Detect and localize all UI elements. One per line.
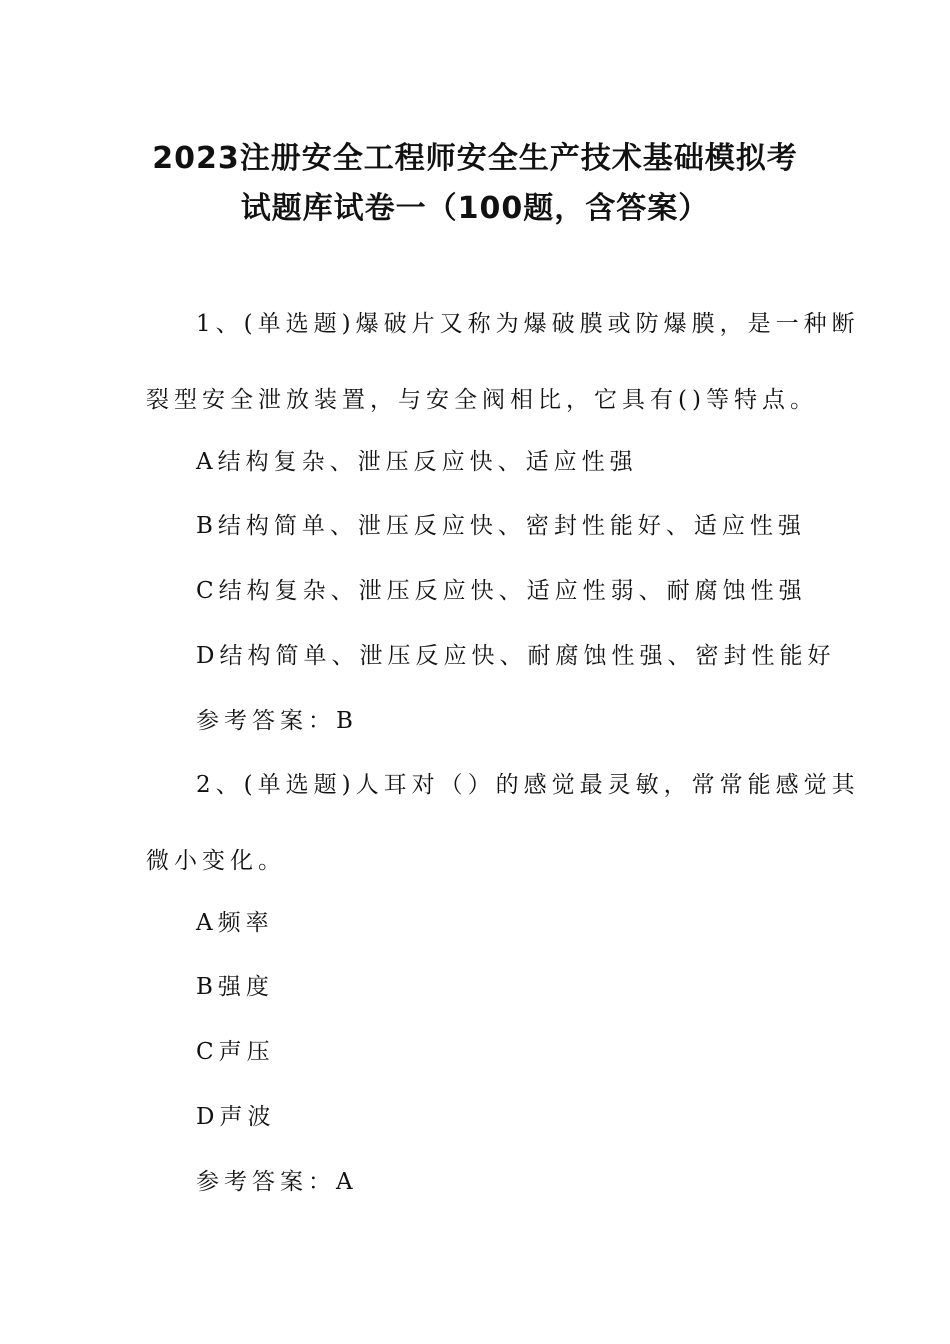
question-2-stem-line-1: 2、(单选题)人耳对（）的感觉最灵敏，常常能感觉其 bbox=[196, 772, 860, 798]
question-1-stem-line-2: 裂型安全泄放装置，与安全阀相比，它具有()等特点。 bbox=[146, 387, 818, 413]
question-1-option-b: B结构简单、泄压反应快、密封性能好、适应性强 bbox=[196, 513, 806, 539]
question-2-option-b: B强度 bbox=[196, 974, 274, 1000]
question-1-option-a: A结构复杂、泄压反应快、适应性强 bbox=[196, 449, 638, 475]
question-2-option-a: A频率 bbox=[196, 910, 274, 936]
question-1-option-c: C结构复杂、泄压反应快、适应性弱、耐腐蚀性强 bbox=[196, 578, 807, 604]
question-1-answer: 参考答案：B bbox=[196, 708, 358, 734]
question-2-option-c: C声压 bbox=[196, 1039, 275, 1065]
question-2-option-d: D声波 bbox=[196, 1104, 276, 1130]
document-title-line-2: 试题库试卷一（100题，含答案） bbox=[240, 191, 710, 226]
document-title-line-1: 2023注册安全工程师安全生产技术基础模拟考 bbox=[152, 141, 798, 176]
question-2-stem-line-2: 微小变化。 bbox=[146, 848, 286, 874]
question-1-stem-line-1: 1、(单选题)爆破片又称为爆破膜或防爆膜，是一种断 bbox=[196, 311, 860, 337]
question-2-answer: 参考答案：A bbox=[196, 1169, 358, 1195]
question-1-option-d: D结构简单、泄压反应快、耐腐蚀性强、密封性能好 bbox=[196, 643, 836, 669]
